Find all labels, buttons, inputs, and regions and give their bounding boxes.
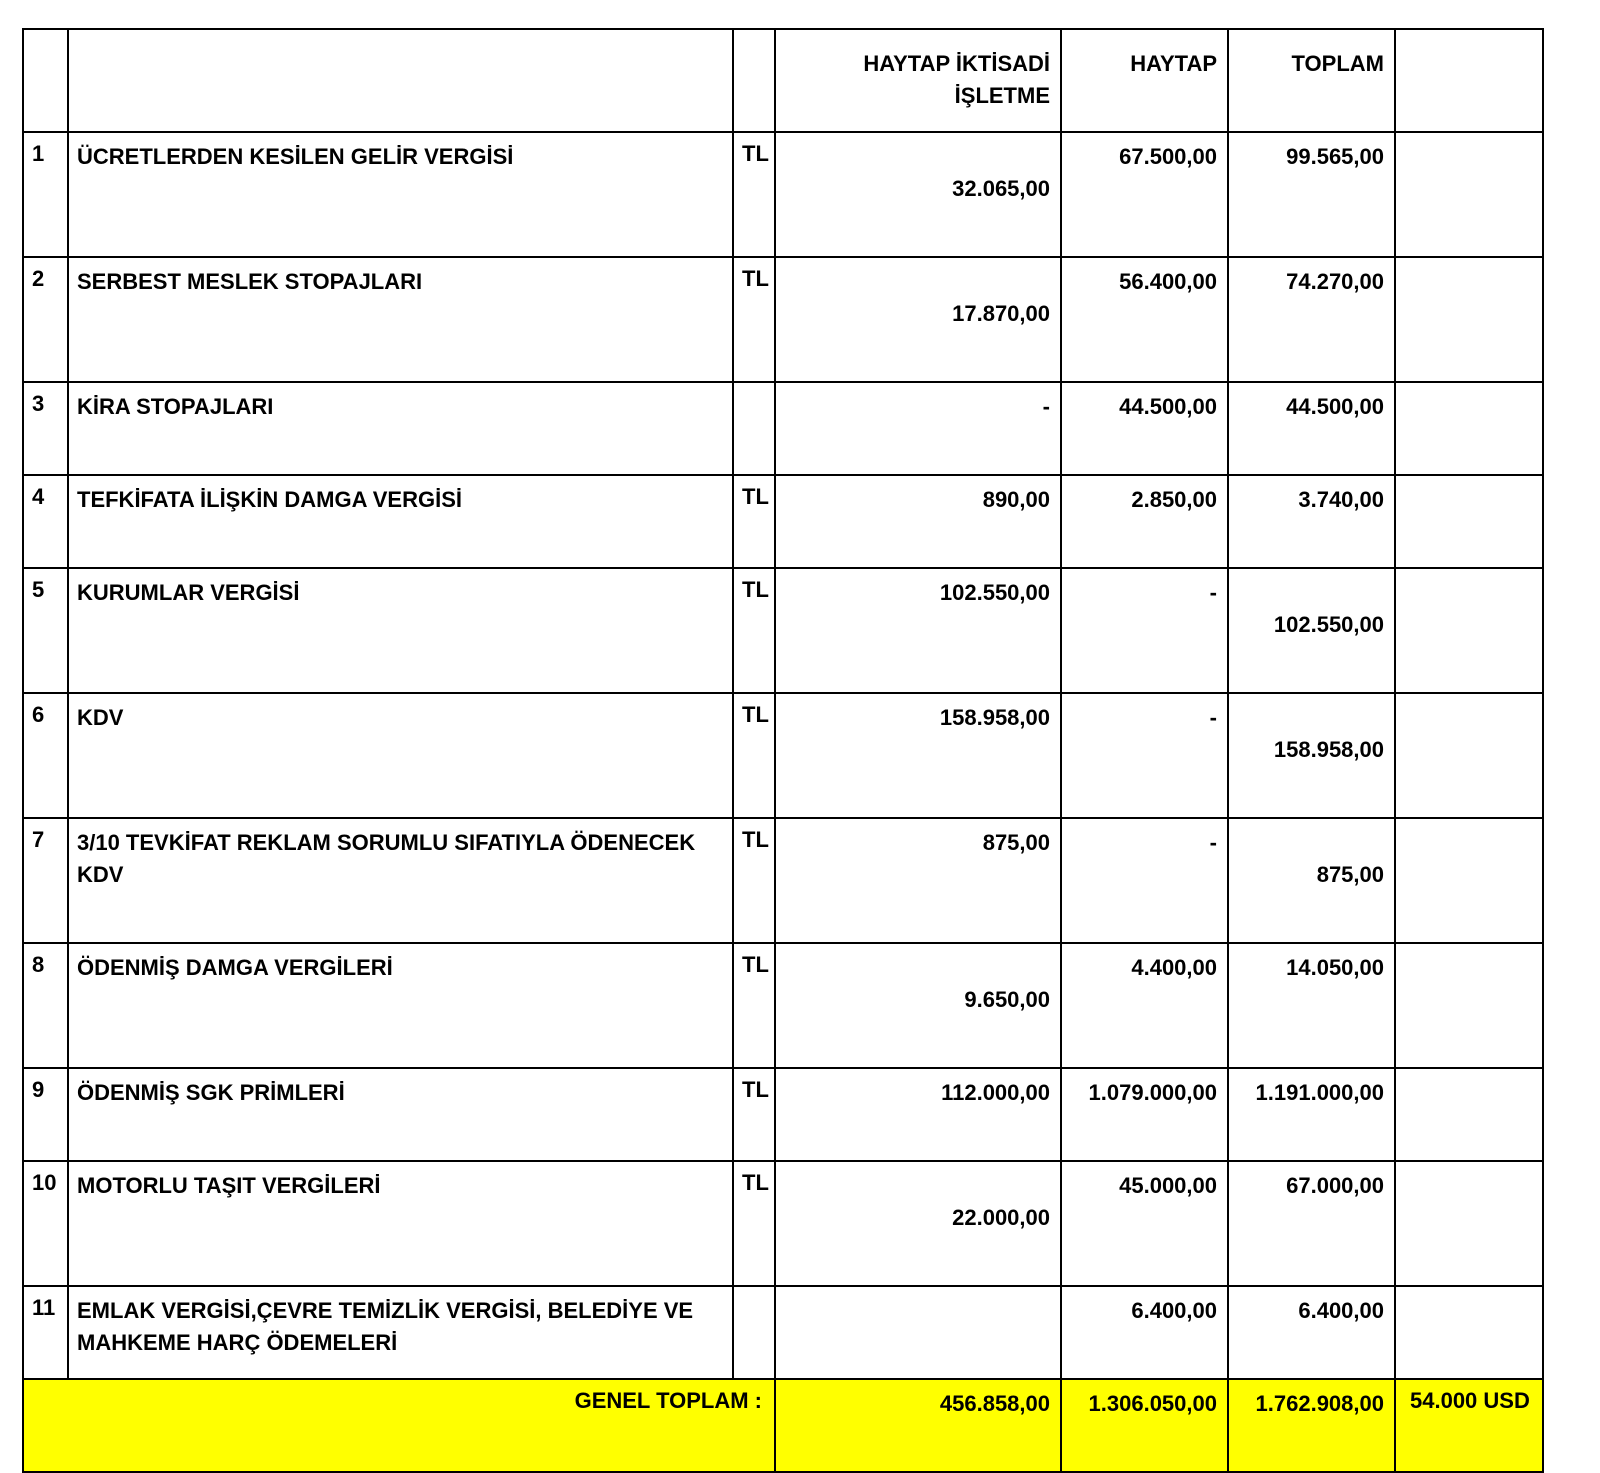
row-description: ÖDENMİŞ DAMGA VERGİLERİ: [68, 943, 733, 1068]
row-isletme-value: 102.550,00: [775, 568, 1061, 693]
row-toplam-value: 14.050,00: [1228, 943, 1395, 1068]
header-extra: [1395, 29, 1543, 132]
row-haytap-value: 6.400,00: [1061, 1286, 1228, 1379]
row-isletme-value: 890,00: [775, 475, 1061, 568]
table-row: [23, 693, 1543, 818]
row-unit: [733, 1286, 775, 1379]
row-toplam-value: 44.500,00: [1228, 382, 1395, 475]
row-haytap-value: 1.079.000,00: [1061, 1068, 1228, 1161]
row-extra: [1395, 382, 1543, 475]
row-haytap-value: 45.000,00: [1061, 1161, 1228, 1286]
row-haytap-value: -: [1061, 568, 1228, 693]
table-row: [23, 257, 1543, 382]
row-toplam-value: 1.191.000,00: [1228, 1068, 1395, 1161]
header-description: [68, 29, 733, 132]
row-description: MOTORLU TAŞIT VERGİLERİ: [68, 1161, 733, 1286]
row-isletme-value: 32.065,00: [775, 132, 1061, 257]
table-row: [23, 1161, 1543, 1286]
row-extra: [1395, 1068, 1543, 1161]
row-extra: [1395, 943, 1543, 1068]
row-unit: TL: [733, 475, 775, 568]
row-haytap-value: 2.850,00: [1061, 475, 1228, 568]
table-row: [23, 943, 1543, 1068]
row-unit: TL: [733, 568, 775, 693]
header-row: [23, 29, 1543, 132]
row-extra: [1395, 475, 1543, 568]
row-description: EMLAK VERGİSİ,ÇEVRE TEMİZLİK VERGİSİ, BELEDİYE VE MAHKEME HARÇ ÖDEMELERİ: [68, 1286, 733, 1379]
table-row: [23, 132, 1543, 257]
row-isletme-value: 112.000,00: [775, 1068, 1061, 1161]
row-number: 9: [23, 1068, 68, 1161]
row-extra: [1395, 132, 1543, 257]
row-extra: [1395, 1161, 1543, 1286]
row-extra: [1395, 693, 1543, 818]
row-isletme-value: 17.870,00: [775, 257, 1061, 382]
row-toplam-value: 6.400,00: [1228, 1286, 1395, 1379]
row-description: KDV: [68, 693, 733, 818]
total-usd: 54.000 USD: [1395, 1379, 1543, 1472]
row-toplam-value: 3.740,00: [1228, 475, 1395, 568]
header-haytap: HAYTAP: [1061, 29, 1228, 132]
header-no: [23, 29, 68, 132]
tax-summary-table: [22, 28, 1544, 1473]
header-col1-line2: İŞLETME: [954, 83, 1050, 108]
row-toplam-value: 102.550,00: [1228, 568, 1395, 693]
row-number: 11: [23, 1286, 68, 1379]
row-toplam-value: 67.000,00: [1228, 1161, 1395, 1286]
total-row: [23, 1379, 1543, 1472]
row-isletme-value: 22.000,00: [775, 1161, 1061, 1286]
row-unit: TL: [733, 257, 775, 382]
table-row: [23, 818, 1543, 943]
row-number: 4: [23, 475, 68, 568]
row-haytap-value: -: [1061, 818, 1228, 943]
table-row: [23, 1068, 1543, 1161]
row-unit: TL: [733, 132, 775, 257]
row-unit: [733, 382, 775, 475]
row-toplam-value: 158.958,00: [1228, 693, 1395, 818]
row-isletme-value: 158.958,00: [775, 693, 1061, 818]
row-haytap-value: 56.400,00: [1061, 257, 1228, 382]
row-description: ÜCRETLERDEN KESİLEN GELİR VERGİSİ: [68, 132, 733, 257]
row-unit: TL: [733, 943, 775, 1068]
table-row: [23, 568, 1543, 693]
row-unit: TL: [733, 693, 775, 818]
row-haytap-value: -: [1061, 693, 1228, 818]
row-description: KİRA STOPAJLARI: [68, 382, 733, 475]
table-row: [23, 1286, 1543, 1379]
header-col1-line1: HAYTAP İKTİSADİ: [863, 51, 1050, 76]
row-description: TEFKİFATA İLİŞKİN DAMGA VERGİSİ: [68, 475, 733, 568]
row-number: 6: [23, 693, 68, 818]
row-number: 7: [23, 818, 68, 943]
total-label: GENEL TOPLAM :: [23, 1379, 775, 1472]
table-row: [23, 475, 1543, 568]
row-number: 1: [23, 132, 68, 257]
row-isletme-value: 875,00: [775, 818, 1061, 943]
row-extra: [1395, 818, 1543, 943]
total-toplam: 1.762.908,00: [1228, 1379, 1395, 1472]
header-unit: [733, 29, 775, 132]
row-number: 5: [23, 568, 68, 693]
row-haytap-value: 44.500,00: [1061, 382, 1228, 475]
row-unit: TL: [733, 1161, 775, 1286]
row-number: 3: [23, 382, 68, 475]
header-haytap-iktisadi-isletme: [775, 29, 1061, 132]
total-haytap: 1.306.050,00: [1061, 1379, 1228, 1472]
row-number: 2: [23, 257, 68, 382]
row-haytap-value: 67.500,00: [1061, 132, 1228, 257]
table-body: [23, 132, 1543, 1379]
row-description: KURUMLAR VERGİSİ: [68, 568, 733, 693]
row-toplam-value: 74.270,00: [1228, 257, 1395, 382]
row-description: ÖDENMİŞ SGK PRİMLERİ: [68, 1068, 733, 1161]
row-toplam-value: 99.565,00: [1228, 132, 1395, 257]
row-number: 8: [23, 943, 68, 1068]
row-isletme-value: -: [775, 382, 1061, 475]
table-row: [23, 382, 1543, 475]
row-number: 10: [23, 1161, 68, 1286]
row-unit: TL: [733, 818, 775, 943]
row-toplam-value: 875,00: [1228, 818, 1395, 943]
row-extra: [1395, 257, 1543, 382]
row-extra: [1395, 568, 1543, 693]
total-isletme: 456.858,00: [775, 1379, 1061, 1472]
row-description: 3/10 TEVKİFAT REKLAM SORUMLU SIFATIYLA ÖDENECEK KDV: [68, 818, 733, 943]
row-extra: [1395, 1286, 1543, 1379]
row-isletme-value: 9.650,00: [775, 943, 1061, 1068]
row-haytap-value: 4.400,00: [1061, 943, 1228, 1068]
row-description: SERBEST MESLEK STOPAJLARI: [68, 257, 733, 382]
row-isletme-value: [775, 1286, 1061, 1379]
row-unit: TL: [733, 1068, 775, 1161]
header-toplam: TOPLAM: [1228, 29, 1395, 132]
